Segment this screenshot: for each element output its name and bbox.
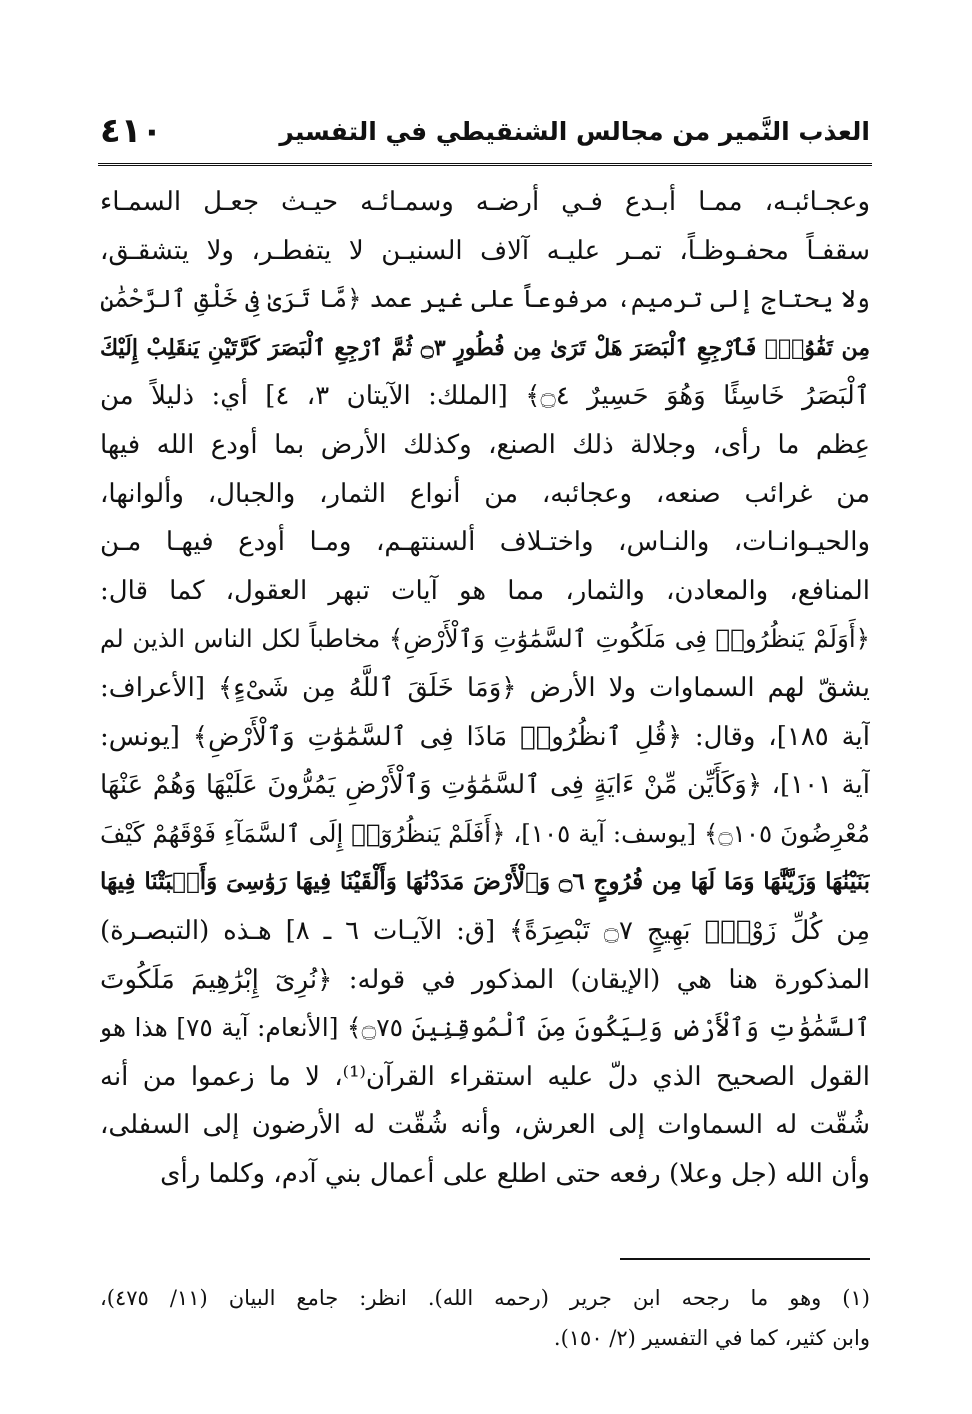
text-line: القول الصحيح الذي دلّ عليه استقراء القرآن⁽¹⁾، لا ما زعموا من أنه <box>100 1061 870 1092</box>
text-line: بَنَيْنَٰهَا وَزَيَّنَّٰهَا وَمَا لَهَا مِن فُرُوجٍ ۝٦ وَٱلْأَرْضَ مَدَدْنَٰهَا وَأَلْقَيْنَا فِيهَا رَوَٰسِىَ وَأَنۢبَتْنَا فِيهَا <box>100 868 870 896</box>
text-line: ٱلسَّمَٰوَٰتِ وَٱلْأَرْضِ وَلِيَكُونَ مِنَ ٱلْمُوقِنِينَ ۝٧٥﴾ [الأنعام: آية ٧٥] هذا هو <box>100 1013 870 1043</box>
text-line: آية ١٨٥]، وقال: ﴿قُلِ ٱنظُرُوا۟ مَاذَا فِى ٱلسَّمَٰوَٰتِ وَٱلْأَرْضِ﴾ [يونس: <box>100 721 870 752</box>
footnotes <box>100 1278 870 1358</box>
text-line: وأن الله (جل وعلا) رفعه حتى اطلع على أعمال بني آدم، وكلما رأى <box>160 1158 870 1189</box>
footnote-line: (١) وهو ما رجحه ابن جرير (رحمه الله). انظر: جامع البيان (١١/ ٤٧٥)، <box>100 1286 870 1310</box>
page-number: ٤١٠ <box>100 111 163 151</box>
text-line: وعجـائبـه، ممـا أبـدع فـي أرضـه وسمـائـه حيـث جعـل السمـاء <box>100 187 870 217</box>
text-line: عِظم ما رأى، وجلالة ذلك الصنع، وكذلك الأرض بما أودع الله فيها <box>100 429 870 460</box>
text-line: المذكورة هنا هي (الإيقان) المذكور في قوله: ﴿نُرِىٓ إِبْرَٰهِيمَ مَلَكُوتَ <box>100 964 870 995</box>
footnote-rule <box>620 1258 870 1260</box>
text-line: المنافع، والمعادن، والثمار، مما هو آيات تبهر العقول، كما قال: <box>100 575 870 606</box>
header-rule <box>98 163 872 166</box>
text-line: شُقّت له السماوات إلى العرش، وأنه شُقّت له الأرضون إلى السفلى، <box>100 1110 870 1141</box>
text-line: والحيـوانـات، والنـاس، واختـلاف ألسنتهـم، ومـا أودع فيهـا مـن <box>100 527 870 558</box>
footnote-line: وابن كثير، كما في التفسير (٢/ ١٥٠). <box>553 1326 870 1350</box>
text-line: ٱلْبَصَرُ خَاسِئًا وَهُوَ حَسِيرٌ ۝٤﴾ [الملك: الآيتان ٣، ٤] أي: ذليلاً من <box>100 381 870 412</box>
running-title: العذب النَّمير من مجالس الشنقيطي في التفسير <box>279 116 870 146</box>
text-line: ولا يحتاج إلى ترميم، مرفوعاً على غير عمد ﴿مَّا تَرَىٰ فِى خَلْقِ ٱلرَّحْمَٰنِ <box>100 284 870 314</box>
text-line: آية ١٠١]، ﴿وَكَأَيِّن مِّنْ ءَايَةٍ فِى ٱلسَّمَٰوَٰتِ وَٱلْأَرْضِ يَمُرُّونَ عَلَيْهَا وَهُمْ عَنْهَا <box>100 770 870 801</box>
page-header <box>100 108 870 154</box>
text-line: يشقّ لهم السماوات ولا الأرض ﴿وَمَا خَلَقَ ٱللَّهُ مِن شَىْءٍ﴾ [الأعراف: <box>100 672 870 703</box>
body-text <box>100 178 870 1198</box>
text-line: سقفـاً محفـوظـاً، تمـر عليـه آلاف السنيـن لا يتفطـر، ولا يتشقـق، <box>100 235 870 266</box>
text-line: مِن كُلِّ زَوْجٍۭ بَهِيجٍ ۝٧ تَبْصِرَةً﴾ [ق: الآيـات ٦ ـ ٨] هـذه (التبصـرة) <box>100 915 870 946</box>
text-line: ﴿أَوَلَمْ يَنظُرُوا۟ فِى مَلَكُوتِ ٱلسَّمَٰوَٰتِ وَٱلْأَرْضِ﴾ مخاطباً لكل الناس الذين لم <box>100 624 870 654</box>
text-line: مُعْرِضُونَ ۝١٠٥﴾ [يوسف: آية ١٠٥]، ﴿أَفَلَمْ يَنظُرُوٓا۟ إِلَى ٱلسَّمَآءِ فَوْقَهُمْ كَيْفَ <box>100 818 870 848</box>
text-line: مِن تَفَٰوُتٍۖ فَٱرْجِعِ ٱلْبَصَرَ هَلْ تَرَىٰ مِن فُطُورٍ ۝٣ ثُمَّ ٱرْجِعِ ٱلْبَصَرَ كَرَّتَيْنِ يَنقَلِبْ إِلَيْكَ <box>100 334 870 361</box>
text-line: من غرائب صنعه، وعجائبه، من أنواع الثمار، والجبال، وألوانها، <box>100 478 870 509</box>
